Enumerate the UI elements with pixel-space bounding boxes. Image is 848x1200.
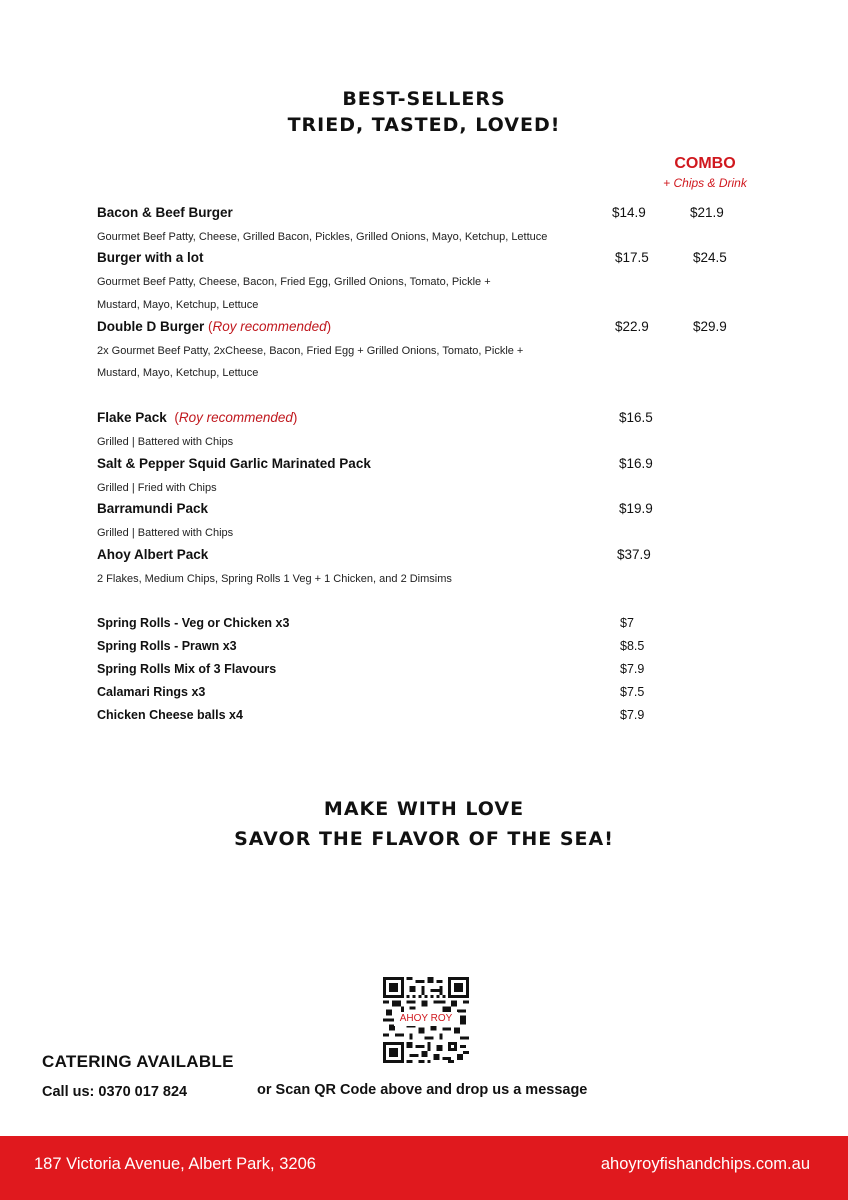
combo-column-header	[640, 154, 770, 192]
side-item-price: $7.9	[620, 708, 645, 722]
item-name-text: Double D Burger	[97, 319, 205, 334]
item-price: $17.5	[615, 250, 649, 265]
side-item-name: Calamari Rings x3	[97, 685, 206, 699]
item-price: $16.9	[619, 456, 653, 471]
side-item-name: Spring Rolls - Prawn x3	[97, 639, 237, 653]
item-price: $22.9	[615, 319, 649, 334]
tagline-heading	[0, 794, 848, 854]
tagline-line-savor: SAVOR THE FLAVOR OF THE SEA!	[234, 828, 614, 850]
item-price: $19.9	[619, 501, 653, 516]
menu-item-name	[97, 499, 208, 519]
qr-badge-label: AHOY ROY	[394, 1012, 458, 1026]
item-combo-price: $29.9	[693, 319, 727, 334]
menu-item-name	[97, 454, 371, 474]
menu-item-name: Double D Burger (Roy recommended)	[97, 319, 332, 334]
item-name-text: Bacon & Beef Burger	[97, 205, 233, 220]
side-item-price: $7.9	[620, 662, 645, 676]
roy-recommended-note: Roy recommended	[212, 319, 327, 334]
combo-subtitle: + Chips & Drink	[663, 176, 747, 190]
best-sellers-heading	[0, 86, 848, 138]
item-description: 2x Gourmet Beef Patty, 2xCheese, Bacon, Fried Egg + Grilled Onions, Tomato, Pickle +	[97, 345, 524, 357]
item-description: Mustard, Mayo, Ketchup, Lettuce	[97, 367, 259, 379]
menu-item-name	[97, 248, 204, 268]
menu-item-name	[97, 203, 233, 223]
item-price: $16.5	[619, 410, 653, 425]
item-name-text: Flake Pack	[97, 410, 167, 425]
roy-recommended-note: Roy recommended	[178, 410, 293, 425]
item-name-text: Salt & Pepper Squid Garlic Marinated Pack	[97, 456, 371, 471]
heading-line-tried-tasted: TRIED, TASTED, LOVED!	[287, 114, 561, 136]
side-item-name: Spring Rolls - Veg or Chicken x3	[97, 616, 290, 630]
combo-title: COMBO	[674, 155, 736, 172]
side-item-name: Chicken Cheese balls x4	[97, 708, 243, 722]
side-item-price: $7.5	[620, 685, 645, 699]
footer-bar	[0, 1136, 848, 1200]
item-name-text: Burger with a lot	[97, 250, 204, 265]
side-item-price: $8.5	[620, 639, 645, 653]
heading-line-best-sellers: BEST-SELLERS	[342, 88, 506, 110]
item-name-text: Barramundi Pack	[97, 501, 209, 516]
tagline-line-make-with-love: MAKE WITH LOVE	[323, 798, 525, 820]
side-item-price: $7	[620, 616, 634, 630]
call-us-phone[interactable]: Call us: 0370 017 824	[42, 1084, 188, 1100]
item-combo-price: $24.5	[693, 250, 727, 265]
item-description: Gourmet Beef Patty, Cheese, Grilled Bacon, Pickles, Grilled Onions, Mayo, Ketchup, Lettuce	[97, 231, 548, 243]
item-description: Grilled | Fried with Chips	[97, 482, 217, 494]
item-price: $37.9	[617, 547, 651, 562]
item-description: Gourmet Beef Patty, Cheese, Bacon, Fried Egg, Grilled Onions, Tomato, Pickle +	[97, 276, 491, 288]
footer-address: 187 Victoria Avenue, Albert Park, 3206	[34, 1155, 316, 1173]
scan-qr-note: or Scan QR Code above and drop us a message	[257, 1082, 588, 1098]
item-description: Mustard, Mayo, Ketchup, Lettuce	[97, 299, 259, 311]
catering-title: CATERING AVAILABLE	[42, 1052, 234, 1071]
item-description: Grilled | Battered with Chips	[97, 436, 234, 448]
side-item-name: Spring Rolls Mix of 3 Flavours	[97, 662, 277, 676]
menu-item-name: Flake Pack (Roy recommended)	[97, 410, 298, 425]
item-combo-price: $21.9	[690, 205, 724, 220]
footer-website-link[interactable]: ahoyroyfishandchips.com.au	[600, 1155, 810, 1173]
menu-item-name	[97, 545, 208, 565]
item-description: 2 Flakes, Medium Chips, Spring Rolls 1 Veg + 1 Chicken, and 2 Dimsims	[97, 573, 452, 585]
item-name-text: Ahoy Albert Pack	[97, 547, 209, 562]
item-price: $14.9	[612, 205, 646, 220]
item-description: Grilled | Battered with Chips	[97, 527, 234, 539]
